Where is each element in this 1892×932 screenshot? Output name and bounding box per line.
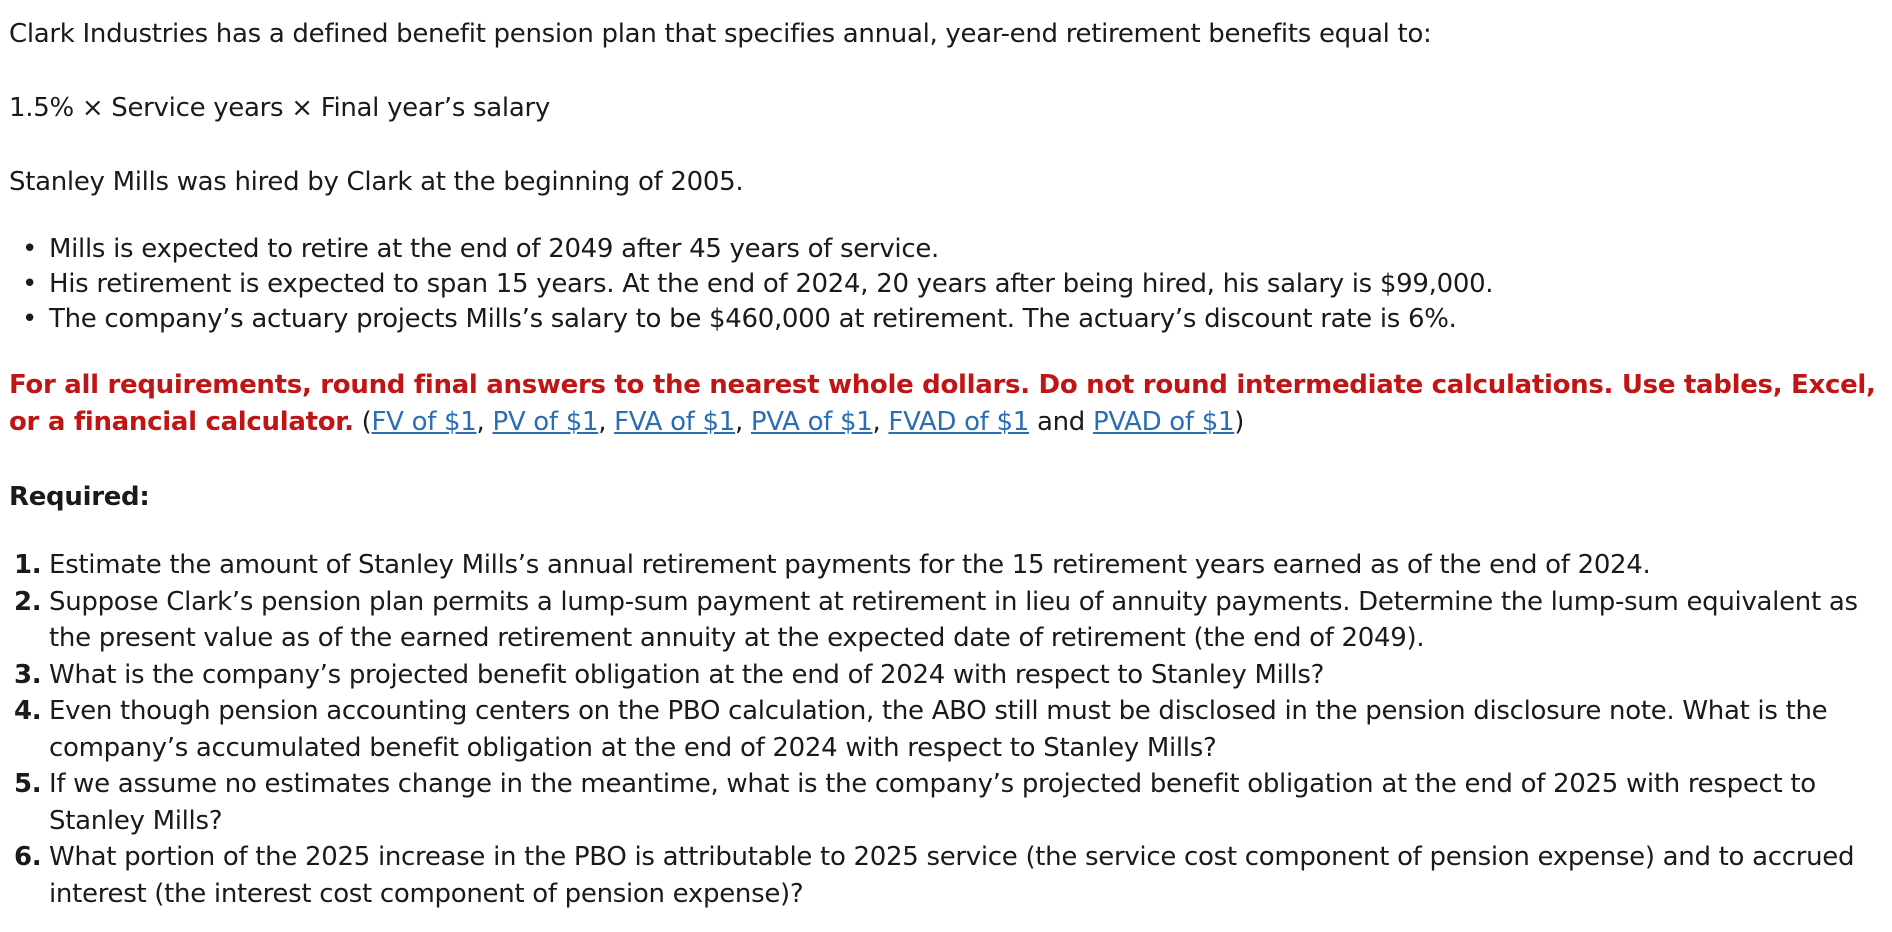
requirements-list <box>9 547 1880 912</box>
hire-statement: Stanley Mills was hired by Clark at the beginning of 2005. <box>9 167 744 197</box>
separator: , <box>872 407 889 437</box>
fv-table-link[interactable]: FV of $1 <box>371 407 477 437</box>
requirement-text: What is the company’s projected benefit obligation at the end of 2024 with respect to Stanley Mills? <box>49 659 1325 690</box>
requirement-text: What portion of the 2025 increase in the PBO is attributable to 2025 service (the service cost component of pension expense) and to accrued interest (the interest cost component of pension expense)? <box>49 842 1855 909</box>
requirement-number: 3. <box>14 659 42 690</box>
pva-table-link[interactable]: PVA of $1 <box>750 407 873 437</box>
pv-table-link[interactable]: PV of $1 <box>492 407 599 437</box>
intro-text: Clark Industries has a defined benefit pension plan that specifies annual, year-end retirement benefits equal to: <box>9 19 1432 49</box>
list-item: • Mills is expected to retire at the end of 2049 after 45 years of service. <box>49 232 1880 267</box>
required-heading: Required: <box>9 482 150 512</box>
separator: , <box>476 407 493 437</box>
rounding-instructions: For all requirements, round final answers to the nearest whole dollars. Do not round intermediate calculations. Use tables, Excel, or a financial calculator. <box>9 370 1876 437</box>
requirement-item <box>9 839 1880 912</box>
list-item: • The company’s actuary projects Mills’s salary to be $460,000 at retirement. The actuary’s discount rate is 6%. <box>49 302 1880 337</box>
requirement-item <box>9 766 1880 839</box>
requirement-text: Estimate the amount of Stanley Mills’s annual retirement payments for the 15 retirement years earned as of the end of 2024. <box>49 550 1651 580</box>
requirement-item <box>9 547 1880 584</box>
paren-open: ( <box>353 407 372 437</box>
pvad-table-link[interactable]: PVAD of $1 <box>1092 407 1235 437</box>
requirement-number: 6. <box>14 842 42 872</box>
requirement-number: 5. <box>14 769 42 799</box>
paren-close: ) <box>1234 407 1245 437</box>
instructions <box>9 367 1880 441</box>
requirement-item <box>9 584 1880 657</box>
requirement-number: 2. <box>14 586 42 617</box>
requirement-text: If we assume no estimates change in the meantime, what is the company’s projected benefit obligation at the end of 2025 with respect to Stanley Mills? <box>49 769 1816 836</box>
separator: , <box>734 407 751 437</box>
list-item: • His retirement is expected to span 15 years. At the end of 2024, 20 years after being hired, his salary is $99,000. <box>49 267 1880 302</box>
separator: , <box>598 407 615 437</box>
fvad-table-link[interactable]: FVAD of $1 <box>888 407 1029 437</box>
benefit-formula: 1.5% × Service years × Final year’s salary <box>9 93 550 123</box>
requirement-item <box>9 693 1880 766</box>
facts-list <box>9 232 1880 337</box>
requirement-number: 1. <box>14 550 42 580</box>
separator-and: and <box>1028 407 1093 437</box>
requirement-text: Suppose Clark’s pension plan permits a lump-sum payment at retirement in lieu of annuity payments. Determine the lump-sum equivalent as the present value as of the earned retirement annuity at the expected date of retirement (the end of 2049). <box>49 586 1858 653</box>
requirement-text: Even though pension accounting centers on the PBO calculation, the ABO still must be disclosed in the pension disclosure note. What is the company’s accumulated benefit obligation at the end of 2024 with respect to Stanley Mills? <box>49 696 1828 763</box>
fva-table-link[interactable]: FVA of $1 <box>614 407 735 437</box>
requirement-number: 4. <box>14 696 42 726</box>
requirement-item <box>9 657 1880 694</box>
